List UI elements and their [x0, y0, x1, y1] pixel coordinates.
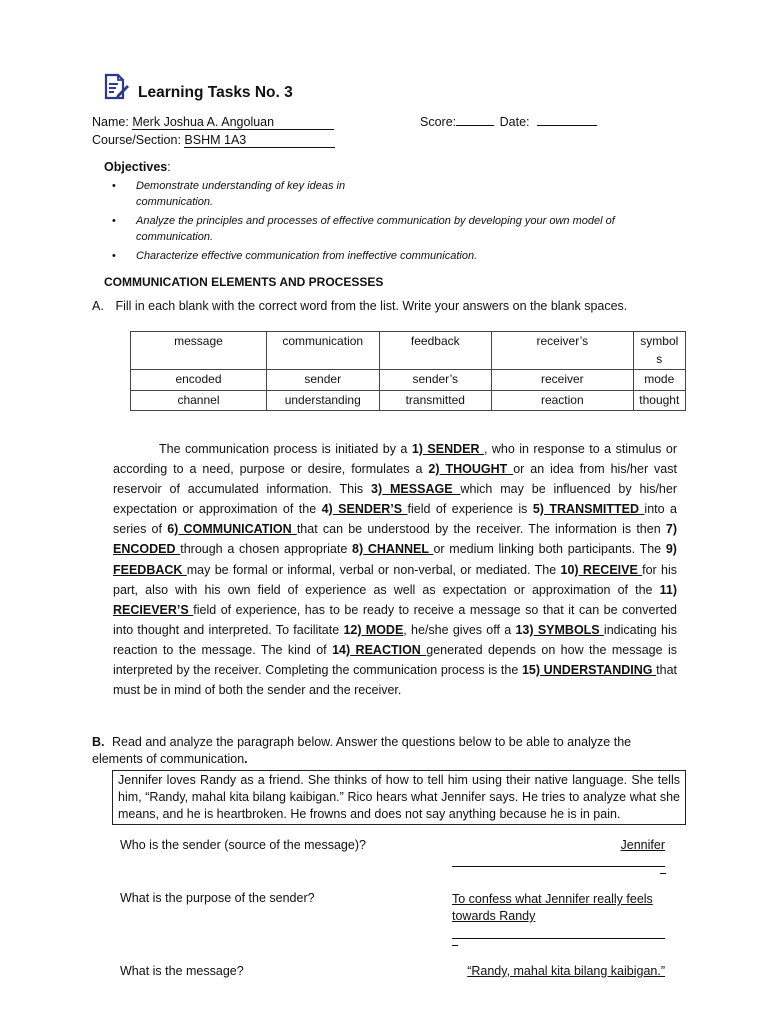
date-label: Date:	[499, 115, 530, 129]
section-title: COMMUNICATION ELEMENTS AND PROCESSES	[104, 275, 384, 289]
answer-10: RECEIVE	[578, 562, 643, 577]
name-label: Name:	[92, 115, 129, 129]
name-value: Merk Joshua A. Angoluan	[132, 115, 334, 130]
answer-field-3: “Randy, mahal kita bilang kaibigan.”	[467, 964, 665, 978]
word-cell: symbols	[633, 332, 685, 370]
score-label: Score:	[420, 115, 457, 129]
word-cell: understanding	[266, 390, 379, 411]
part-b-instruction: B. Read and analyze the paragraph below. Answer the questions below to be able to analyze the elements of communication.	[92, 735, 632, 766]
table-row	[131, 390, 686, 411]
answer-15: UNDERSTANDING	[540, 663, 657, 678]
answer-7: ENCODED	[113, 542, 181, 557]
question-1: Who is the sender (source of the message)?	[120, 838, 366, 852]
score-blank	[456, 125, 494, 126]
scenario-box: Jennifer loves Randy as a friend. She thinks of how to tell him using their native language. She tells him, “Randy, mahal kita bilang kaibigan.” Rico hears what Jennifer says. He tries to analyze what she means, and he is heartbroken. He frowns and does not say anything because he is in pain.	[112, 770, 686, 825]
word-cell: reaction	[492, 390, 634, 411]
course-label: Course/Section:	[92, 133, 181, 147]
answer-5: TRANSMITTED	[543, 502, 645, 517]
answer-line-tail	[660, 873, 666, 874]
word-cell: sender	[266, 370, 379, 391]
answer-1: SENDER	[422, 442, 484, 456]
answer-line	[452, 866, 665, 867]
answer-9: FEEDBACK	[113, 562, 187, 577]
answer-3: MESSAGE	[382, 482, 461, 497]
answer-11: RECIEVER’S	[113, 602, 194, 617]
part-b-label: B.	[92, 735, 105, 749]
table-row	[131, 332, 686, 370]
word-cell: receiver’s	[492, 332, 634, 370]
answer-8: CHANNEL	[363, 542, 434, 557]
answer-field-2: To confess what Jennifer really feels towards Randy	[452, 892, 653, 923]
date-blank	[537, 125, 597, 126]
word-cell: thought	[633, 390, 685, 411]
name-row	[92, 115, 334, 130]
word-cell: mode	[633, 370, 685, 391]
question-2: What is the purpose of the sender?	[120, 891, 315, 905]
part-b-instruction-text: Read and analyze the paragraph below. Answer the questions below to be able to analyze the elements of communication	[92, 735, 632, 766]
score-date-row	[420, 115, 597, 129]
word-cell: feedback	[379, 332, 492, 370]
word-cell: channel	[131, 390, 267, 411]
word-cell: sender’s	[379, 370, 492, 391]
answer-13: SYMBOLS	[533, 622, 604, 637]
course-row	[92, 133, 335, 148]
document-edit-icon	[103, 73, 129, 101]
answer-2: THOUGHT	[439, 462, 514, 477]
answer-line	[452, 938, 665, 939]
objective-item: • Characterize effective communication from ineffective communication.	[112, 248, 672, 264]
objective-item: • Analyze the principles and processes of effective communication by developing your own model of communication.	[112, 213, 672, 245]
answer-12: MODE	[361, 622, 404, 637]
objective-item: • Demonstrate understanding of key ideas in communication.	[112, 178, 366, 210]
answer-6: COMMUNICATION	[178, 522, 297, 537]
word-cell: receiver	[492, 370, 634, 391]
course-value: BSHM 1A3	[184, 133, 335, 148]
word-cell: communication	[266, 332, 379, 370]
answer-line-tail	[452, 945, 458, 946]
objectives-list	[112, 178, 672, 267]
word-bank-table	[130, 331, 686, 411]
table-row	[131, 370, 686, 391]
answer-4: SENDER’S	[332, 502, 408, 517]
objectives-heading: Objectives:	[104, 160, 171, 174]
word-cell: message	[131, 332, 267, 370]
question-3: What is the message?	[120, 964, 244, 978]
word-cell: transmitted	[379, 390, 492, 411]
page-title: Learning Tasks No. 3	[138, 84, 293, 101]
word-cell: encoded	[131, 370, 267, 391]
part-a-instruction	[92, 299, 627, 313]
answer-14: REACTION	[350, 642, 427, 657]
part-a-label: A.	[92, 299, 104, 313]
part-a-instruction-text: Fill in each blank with the correct word from the list. Write your answers on the blank spaces.	[115, 299, 628, 313]
answer-field-1: Jennifer	[620, 838, 665, 852]
fill-in-paragraph: The communication process is initiated by a 1) SENDER , who in response to a stimulus or according to a need, purpose or desire, formulates a 2) THOUGHT or an idea from his/her vast reservoir of accumulated information. This 3) MESSAGE which may be influenced by his/her expectation or approximation of the 4) SENDER’S field of experience is 5) TRANSMITTED into a series of 6) COMMUNICATION that can be understood by the receiver. The information is then 7) ENCODED through a chosen appropriate 8) CHANNEL or medium linking both participants. The 9) FEEDBACK may be formal or informal, verbal or non-verbal, or mediated. The 10) RECEIVE for his part, also with his own field of experience as well as expectation or approximation of the 11) RECIEVER’S field of experience, has to be ready to receive a message so that it can be converted into thought and interpreted. To facilitate 12) MODE, he/she gives off a 13) SYMBOLS indicating his reaction to the message. The kind of 14) REACTION generated depends on how the message is interpreted by the receiver. Completing the communication process is the 15) UNDERSTANDING that must be in mind of both the sender and the receiver.	[113, 442, 678, 698]
